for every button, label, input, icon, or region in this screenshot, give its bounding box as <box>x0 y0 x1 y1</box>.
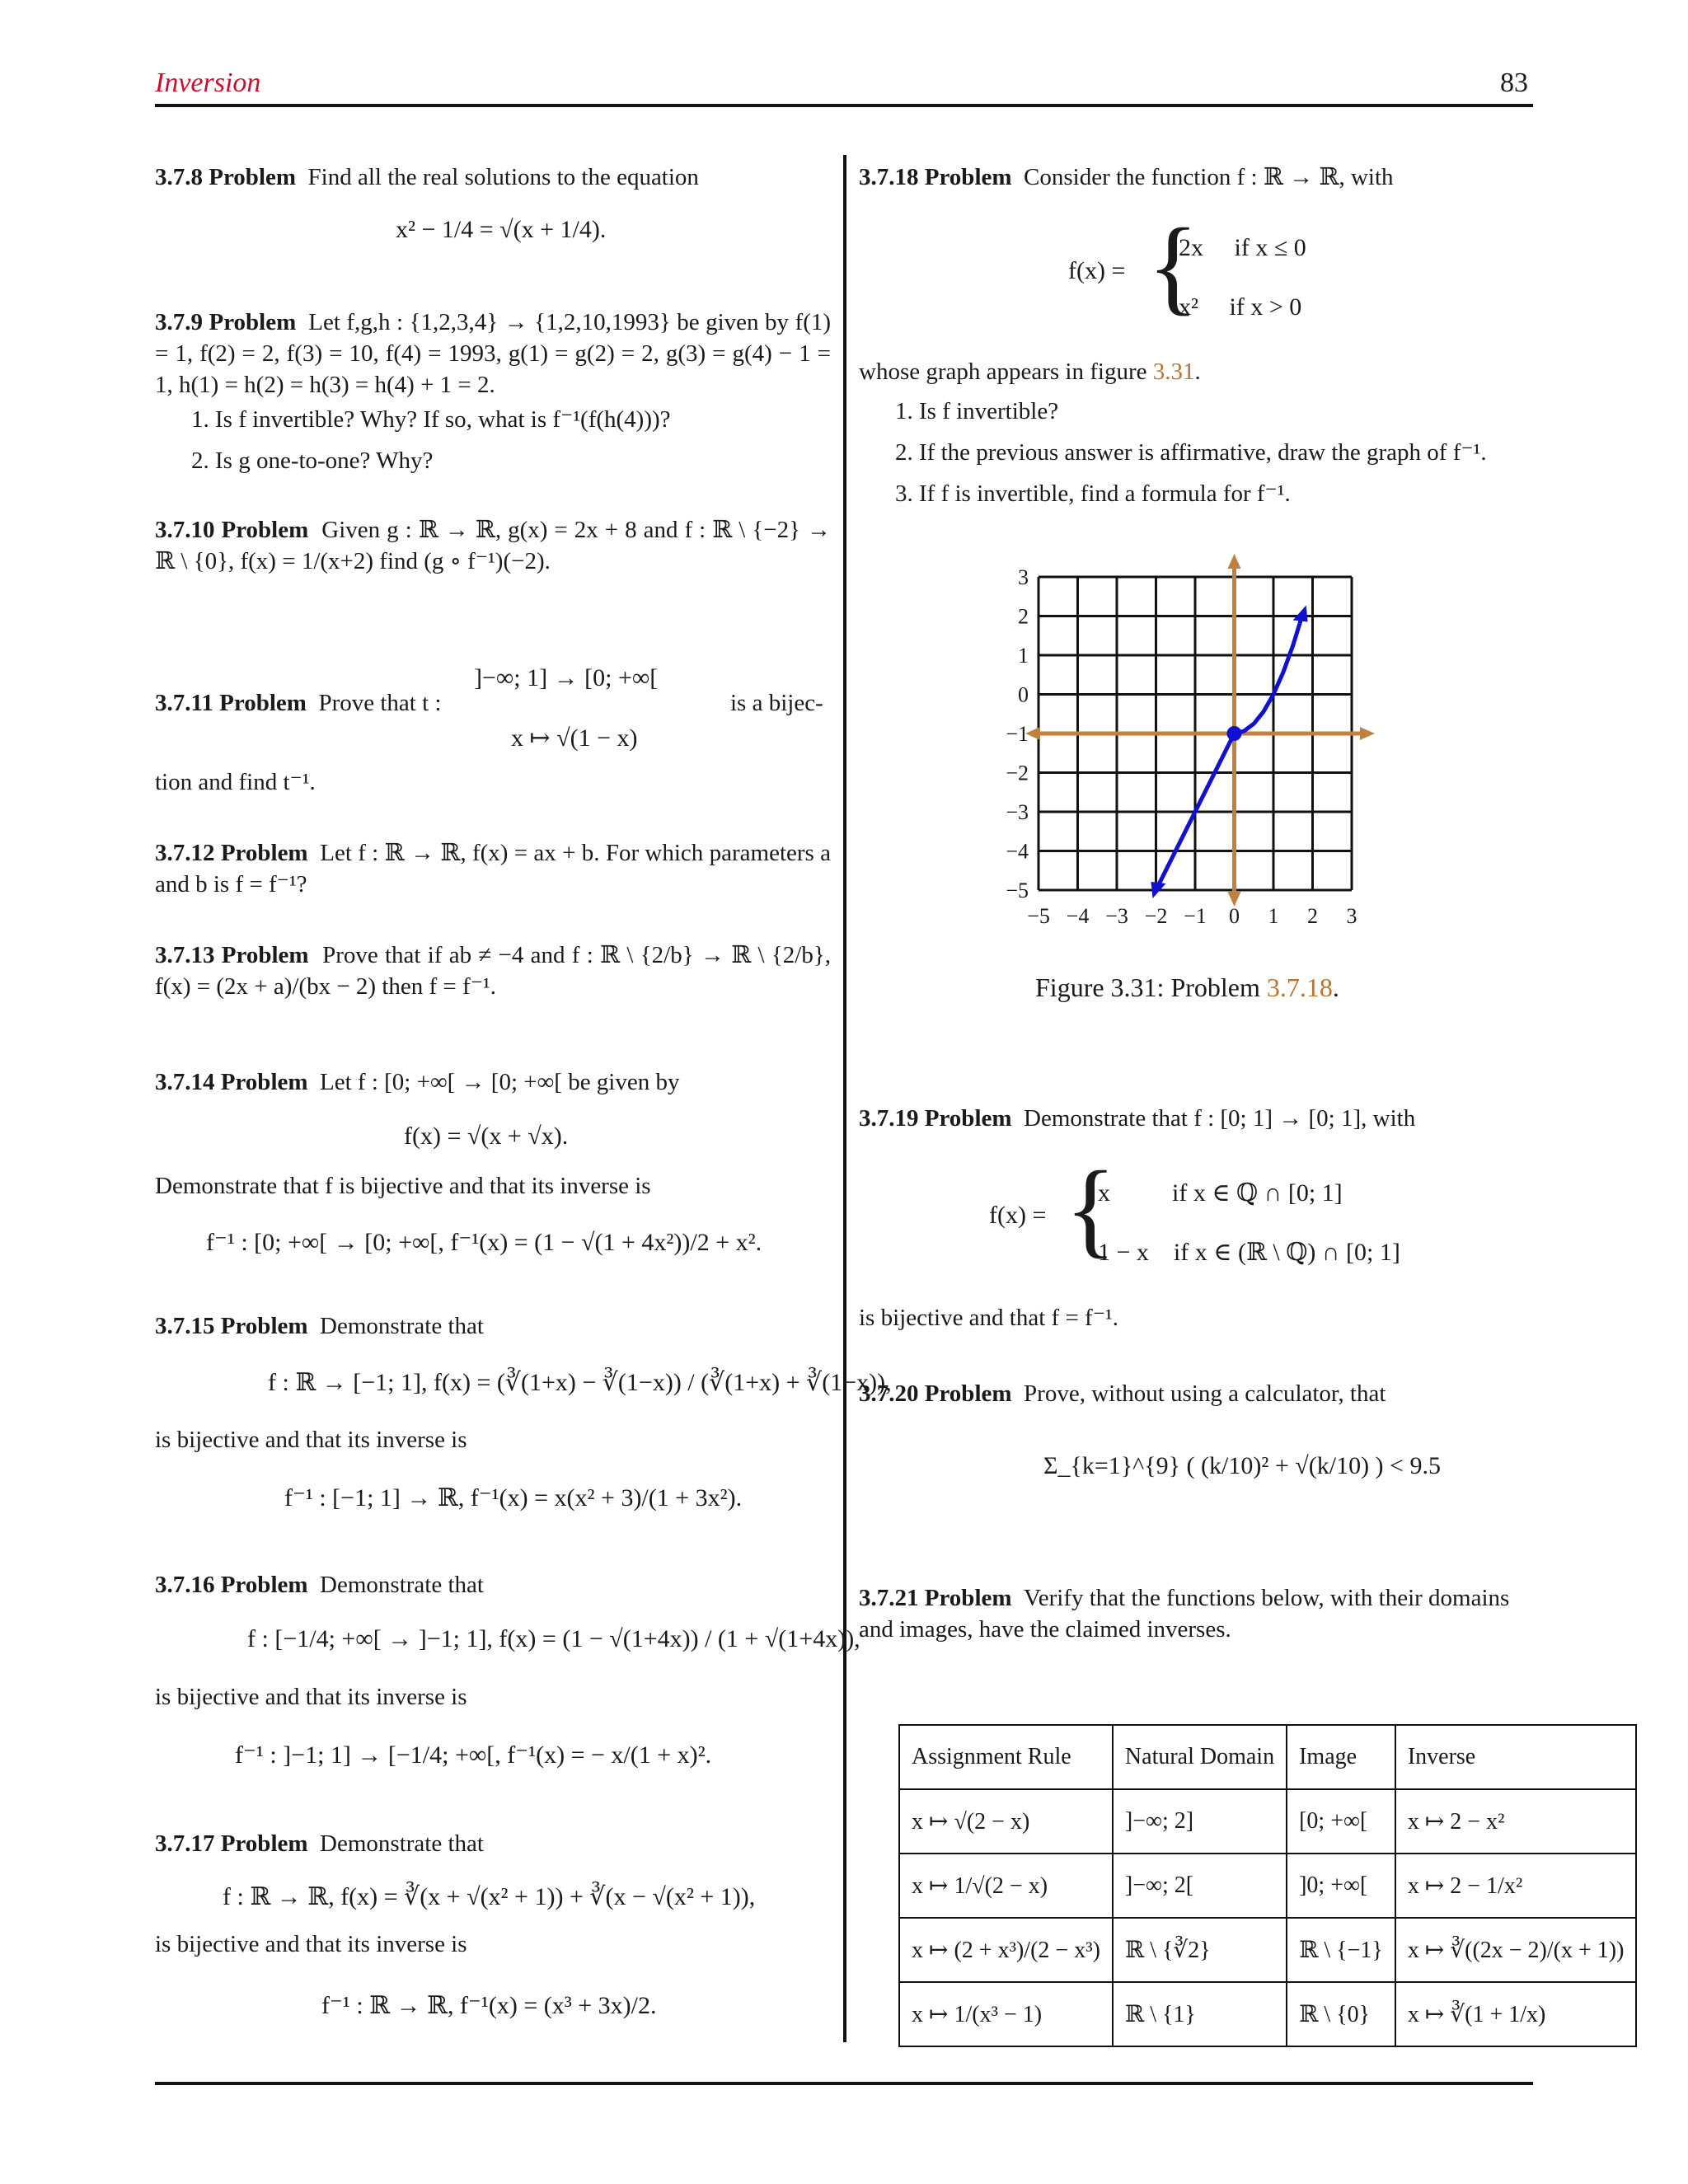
y-tick-label: 1 <box>1018 644 1029 668</box>
problem-3-7-21 <box>859 1582 1535 1645</box>
list-item: 1. Is f invertible? Why? If so, what is f⁻¹(f(h(4)))? <box>191 406 671 433</box>
piece-2: x² if x > 0 <box>1179 293 1302 321</box>
problem-text: Demonstrate that f : [0; 1] → [0; 1], with <box>1024 1105 1416 1132</box>
table-cell: [0; +∞[ <box>1287 1789 1395 1854</box>
equation-3-7-14b: f⁻¹ : [0; +∞[ → [0; +∞[, f⁻¹(x) = (1 − √(1 + 4x²))/2 + x². <box>206 1229 762 1256</box>
problem-3-7-19 <box>859 1103 1535 1134</box>
table-cell: x ↦ 1/√(2 − x) <box>899 1854 1113 1918</box>
problem-text: Let f : ℝ → ℝ, f(x) = ax + b. For which parameters a and b is f = f⁻¹? <box>155 840 832 898</box>
piecewise-fx: f(x) = <box>1068 257 1126 284</box>
x-tick-label: 3 <box>1346 904 1357 928</box>
page-number: 83 <box>1500 68 1528 98</box>
table-cell: ]−∞; 2] <box>1113 1789 1287 1854</box>
equation-3-7-17b: f⁻¹ : ℝ → ℝ, f⁻¹(x) = (x³ + 3x)/2. <box>321 1992 657 2019</box>
x-tick-label: −2 <box>1144 904 1168 928</box>
problem-text-mid: is bijective and that its inverse is <box>155 1427 467 1453</box>
problem-text: Verify that the functions below, with their domains and images, have the claimed inverses. <box>859 1585 1510 1643</box>
x-tick-label: −5 <box>1027 904 1050 928</box>
problem-text: Prove that if ab ≠ −4 and f : ℝ \ {2/b} → ℝ \ {2/b}, f(x) = (2x + a)/(bx − 2) then f = f⁻¹. <box>155 942 831 1000</box>
problem-label: 3.7.17 Problem <box>155 1830 308 1857</box>
problem-label: 3.7.12 Problem <box>155 840 308 866</box>
piece-1: 2x if x ≤ 0 <box>1179 234 1306 261</box>
problem-label: 3.7.14 Problem <box>155 1069 308 1095</box>
table-cell: ℝ \ {0} <box>1287 1982 1395 2046</box>
problem-text: Prove that t : <box>318 690 442 716</box>
table-cell: ℝ \ {1} <box>1113 1982 1287 2046</box>
problem-label: 3.7.18 Problem <box>859 164 1012 190</box>
y-tick-label: 2 <box>1018 604 1029 629</box>
equation-3-7-14a: f(x) = √(x + √x). <box>404 1122 569 1150</box>
column-header: Assignment Rule <box>899 1725 1113 1789</box>
figure-link[interactable]: 3.31 <box>1152 359 1195 385</box>
y-axis-arrow-up <box>1228 554 1241 569</box>
problem-3-7-15 <box>155 1310 484 1342</box>
problem-label: 3.7.19 Problem <box>859 1105 1012 1132</box>
problem-text-tail: is a bijec- <box>730 690 823 716</box>
problem-text: Let f : [0; +∞[ → [0; +∞[ be given by <box>320 1069 680 1095</box>
problem-text-mid: is bijective and that its inverse is <box>155 1931 467 1957</box>
problem-3-7-10 <box>155 514 831 577</box>
table-header-row <box>899 1725 1636 1789</box>
list-item: 2. Is g one-to-one? Why? <box>191 448 434 474</box>
table-cell: ]−∞; 2[ <box>1113 1854 1287 1918</box>
x-tick-label: −3 <box>1105 904 1128 928</box>
y-tick-label: −1 <box>1006 722 1029 746</box>
problem-text: Consider the function f : ℝ → ℝ, with <box>1024 164 1394 190</box>
table-cell: ℝ \ {∛2} <box>1113 1918 1287 1982</box>
problem-label: 3.7.10 Problem <box>155 517 309 543</box>
table-cell: x ↦ ∛(1 + 1/x) <box>1395 1982 1637 2046</box>
equation-3-7-15b: f⁻¹ : [−1; 1] → ℝ, f⁻¹(x) = x(x² + 3)/(1 + 3x²). <box>284 1484 743 1511</box>
equation-3-7-20: Σ_{k=1}^{9} ( (k/10)² + √(k/10) ) < 9.5 <box>1043 1452 1441 1479</box>
problem-text-after: whose graph appears in figure 3.31. <box>859 359 1201 385</box>
column-header: Natural Domain <box>1113 1725 1287 1789</box>
y-tick-label: −3 <box>1006 800 1029 824</box>
x-tick-label: 0 <box>1229 904 1240 928</box>
list-item: 3. If f is invertible, find a formula for f⁻¹. <box>895 480 1291 507</box>
x-axis-arrow-right <box>1360 727 1375 740</box>
table-row <box>899 1789 1636 1854</box>
column-header: Inverse <box>1395 1725 1637 1789</box>
running-header-title: Inversion <box>155 68 261 98</box>
data-point <box>1227 726 1242 741</box>
footer-rule <box>155 2082 1533 2085</box>
brace-glyph: { <box>1065 1150 1117 1268</box>
problem-3-7-18 <box>859 162 1535 193</box>
header-rule <box>155 104 1533 107</box>
table-cell: ]0; +∞[ <box>1287 1854 1395 1918</box>
y-tick-label: −2 <box>1006 761 1029 785</box>
problem-text-mid: Demonstrate that f is bijective and that its inverse is <box>155 1173 651 1199</box>
problem-link[interactable]: 3.7.18 <box>1266 972 1333 1002</box>
series-arrow-end <box>1293 606 1308 622</box>
problem-3-7-18-items <box>895 391 1487 514</box>
y-tick-label: 3 <box>1018 565 1029 589</box>
equation-3-7-15a: f : ℝ → [−1; 1], f(x) = (∛(1+x) − ∛(1−x)) / (∛(1+x) + ∛(1−x)), <box>268 1369 892 1396</box>
x-tick-label: 1 <box>1268 904 1279 928</box>
figure-3-31-chart <box>1006 552 1376 948</box>
x-tick-label: 2 <box>1307 904 1318 928</box>
column-header: Image <box>1287 1725 1395 1789</box>
problem-text: Demonstrate that <box>320 1572 484 1598</box>
table-row <box>899 1918 1636 1982</box>
table-cell: x ↦ √(2 − x) <box>899 1789 1113 1854</box>
table-cell: x ↦ 2 − 1/x² <box>1395 1854 1637 1918</box>
problem-3-7-20 <box>859 1378 1386 1409</box>
table-cell: x ↦ (2 + x³)/(2 − x³) <box>899 1918 1113 1982</box>
problem-label: 3.7.16 Problem <box>155 1572 308 1598</box>
figure-caption: Figure 3.31: Problem 3.7.18. <box>1035 972 1339 1002</box>
y-tick-label: 0 <box>1018 682 1029 707</box>
equation-3-7-17a: f : ℝ → ℝ, f(x) = ∛(x + √(x² + 1)) + ∛(x − √(x² + 1)), <box>223 1883 756 1910</box>
x-tick-label: −4 <box>1066 904 1090 928</box>
column-divider <box>843 155 846 2042</box>
piecewise-fx: f(x) = <box>989 1202 1047 1229</box>
problem-label: 3.7.9 Problem <box>155 309 297 335</box>
table-cell: x ↦ ∛((2x − 2)/(x + 1)) <box>1395 1918 1637 1982</box>
problem-text: Demonstrate that <box>320 1313 484 1339</box>
problem-3-7-16 <box>155 1569 484 1601</box>
problem-3-7-17 <box>155 1828 484 1859</box>
problem-text: Given g : ℝ → ℝ, g(x) = 2x + 8 and f : ℝ \ {−2} → ℝ \ {0}, f(x) = 1/(x+2) find (g ∘ f⁻¹)(−2). <box>155 517 832 574</box>
problem-text: Let f,g,h : {1,2,3,4} → {1,2,10,1993} be given by f(1) = 1, f(2) = 2, f(3) = 10, f(4) = 1993, g(1) = g(2) = 2, g(3) = g(4) − 1 = 1, h(1) = h(2) = h(3) = h(4) + 1 = 2. <box>155 309 832 398</box>
problem-label: 3.7.13 Problem <box>155 942 309 968</box>
table-cell: x ↦ 1/(x³ − 1) <box>899 1982 1113 2046</box>
problem-text-after: is bijective and that f = f⁻¹. <box>859 1305 1118 1331</box>
inverses-table <box>898 1724 1637 2047</box>
problem-text: Find all the real solutions to the equation <box>307 164 699 190</box>
piece-1: x if x ∈ ℚ ∩ [0; 1] <box>1098 1179 1343 1207</box>
problem-3-7-8 <box>155 162 831 193</box>
problem-3-7-14 <box>155 1066 680 1098</box>
table-cell: x ↦ 2 − x² <box>1395 1789 1637 1854</box>
list-item: 1. Is f invertible? <box>895 398 1059 424</box>
list-item: 2. If the previous answer is affirmative, draw the graph of f⁻¹. <box>895 439 1487 466</box>
table-row <box>899 1854 1636 1918</box>
problem-label: 3.7.8 Problem <box>155 164 297 190</box>
map-top: ]−∞; 1] → [0; +∞[ <box>474 664 659 691</box>
problem-3-7-9-items <box>191 399 671 481</box>
equation-3-7-16a: f : [−1/4; +∞[ → ]−1; 1], f(x) = (1 − √(1+4x)) / (1 + √(1+4x)), <box>247 1625 860 1652</box>
y-tick-label: −5 <box>1006 879 1029 902</box>
brace-glyph: { <box>1147 207 1199 326</box>
problem-label: 3.7.11 Problem <box>155 690 307 716</box>
problem-text-cont: tion and find t⁻¹. <box>155 769 316 795</box>
problem-label: 3.7.15 Problem <box>155 1313 308 1339</box>
problem-text: Demonstrate that <box>320 1830 484 1857</box>
problem-text-mid: is bijective and that its inverse is <box>155 1684 467 1710</box>
problem-text: Prove, without using a calculator, that <box>1024 1380 1386 1407</box>
problem-label: 3.7.20 Problem <box>859 1380 1012 1407</box>
equation-3-7-8: x² − 1/4 = √(x + 1/4). <box>396 216 607 243</box>
problem-3-7-13 <box>155 940 831 1002</box>
table-cell: ℝ \ {−1} <box>1287 1918 1395 1982</box>
problem-3-7-11 <box>155 687 441 719</box>
table-row <box>899 1982 1636 2046</box>
piece-2: 1 − x if x ∈ (ℝ \ ℚ) ∩ [0; 1] <box>1098 1239 1400 1266</box>
equation-3-7-16b: f⁻¹ : ]−1; 1] → [−1/4; +∞[, f⁻¹(x) = − x/(1 + x)². <box>235 1741 712 1769</box>
y-tick-label: −4 <box>1006 839 1029 864</box>
problem-label: 3.7.21 Problem <box>859 1585 1012 1611</box>
x-tick-label: −1 <box>1184 904 1207 928</box>
map-bottom: x ↦ √(1 − x) <box>511 724 638 752</box>
problem-3-7-12 <box>155 837 831 900</box>
problem-3-7-9 <box>155 307 831 401</box>
